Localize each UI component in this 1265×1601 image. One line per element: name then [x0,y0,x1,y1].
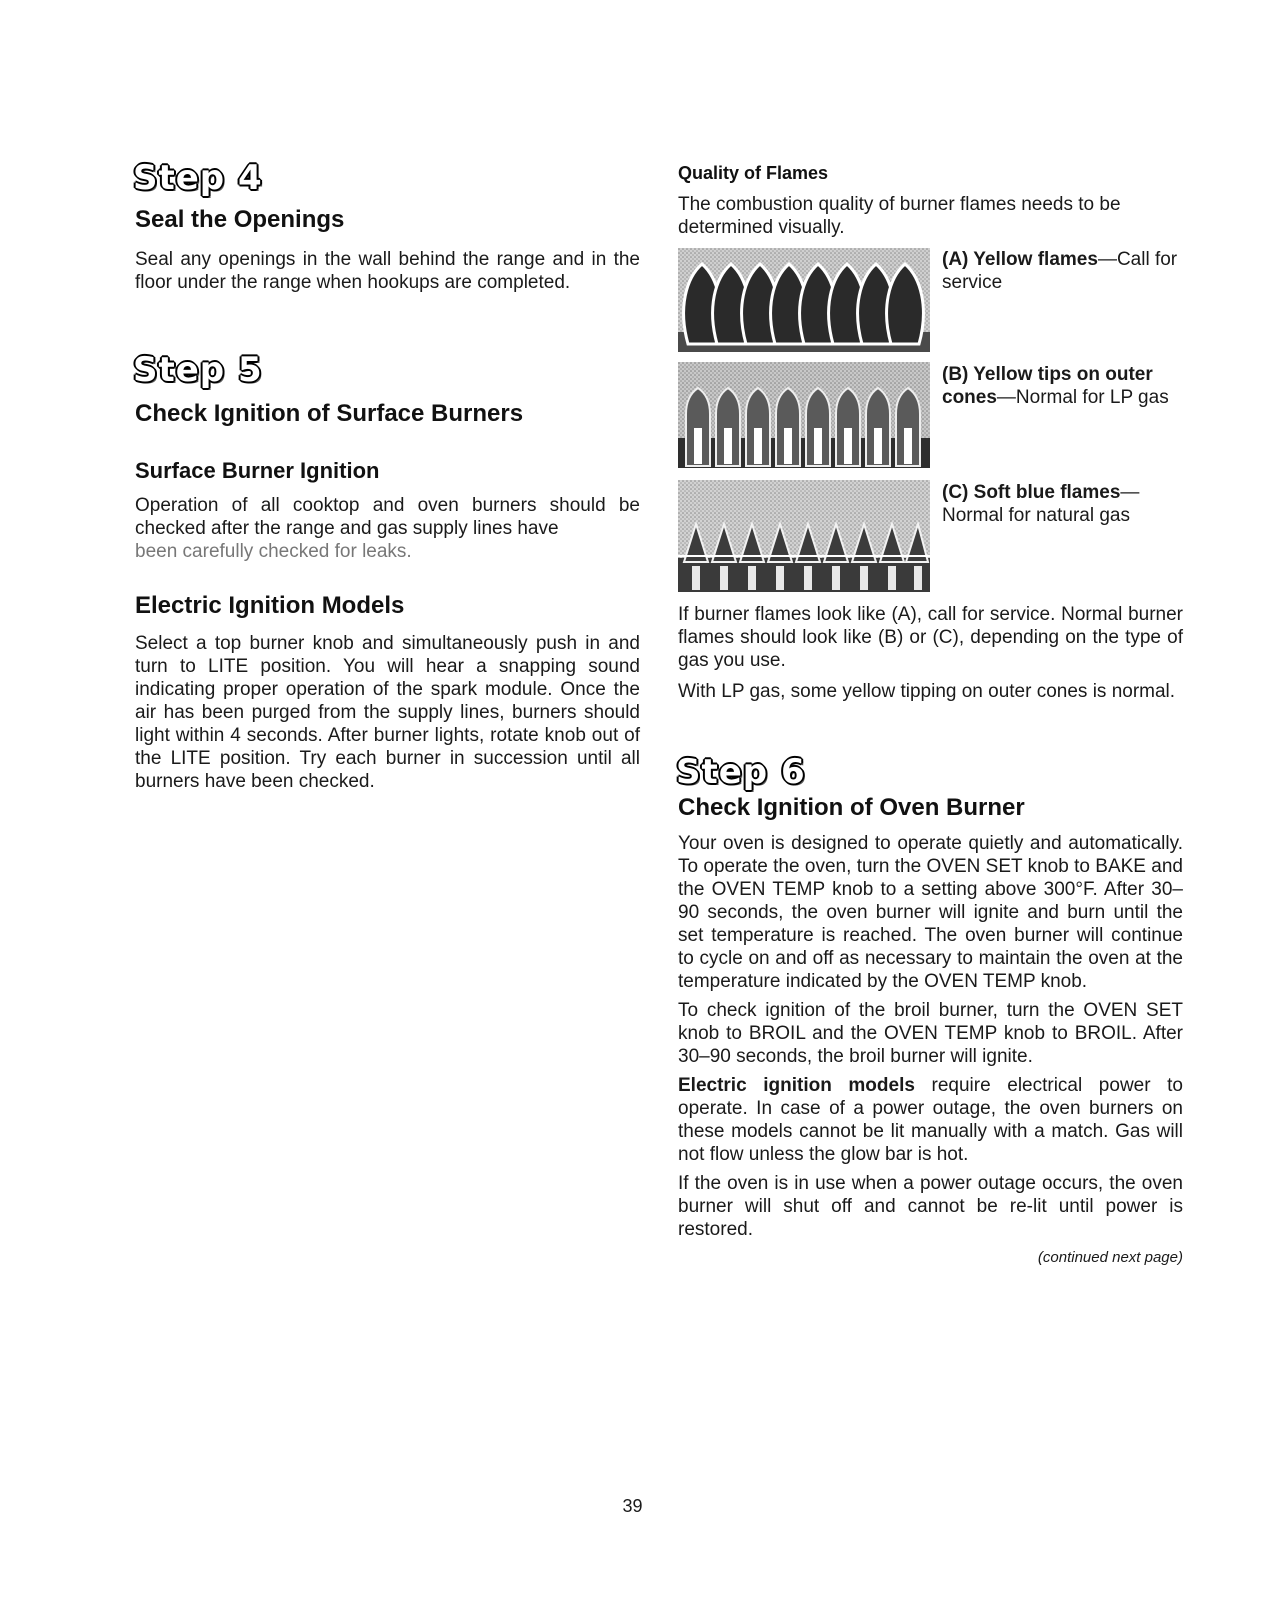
yellow-flames-image [678,248,930,352]
soft-blue-flames-image [678,480,930,592]
step6-paragraph-1: Your oven is designed to operate quietly and automatically. To operate the oven, turn the OVEN SET knob to BAKE and the OVEN TEMP knob to a setting above 300°F. After 30–90 seconds, the oven burner will ignite and burn until the set temperature is reached. The oven burner will continue to cycle on and off as necessary to maintain the oven at the temperature indicated by the OVEN TEMP knob. [678,833,1183,992]
quality-of-flames-body: The combustion quality of burner flames needs to be determined visually. [678,194,1121,238]
lp-gas-paragraph: With LP gas, some yellow tipping on outer cones is normal. [678,681,1176,702]
flame-label-a [942,248,1187,294]
step4-title: Step 4 [133,158,263,198]
step6-heading: Check Ignition of Oven Burner [678,794,1025,821]
flame-label-b [942,363,1187,409]
flame-label-b-rest: —Normal for LP gas [996,387,1169,408]
step6-paragraph-4: If the oven is in use when a power outage occurs, the oven burner will shut off and cannot be re-lit until power is restored. [678,1173,1183,1240]
surface-burner-ignition-text: Operation of all cooktop and oven burners should be checked after the range and gas supply lines have [135,495,640,539]
yellow-tips-flames-image [678,362,930,468]
continued-next-page: (continued next page) [1037,1249,1183,1266]
electric-ignition-heading: Electric Ignition Models [135,592,405,619]
surface-burner-ignition-heading: Surface Burner Ignition [135,458,380,483]
flame-label-c [942,481,1187,527]
step4-body: Seal any openings in the wall behind the range and in the floor under the range when hookups are completed. [135,249,640,293]
step4-heading: Seal the Openings [135,206,345,233]
step6-content [678,832,1183,1266]
electric-ignition-models-bold: Electric ignition models [678,1075,915,1096]
step5-heading: Check Ignition of Surface Burners [135,400,524,427]
page-number: 39 [622,1496,643,1516]
electric-ignition-body: Select a top burner knob and simultaneously push in and turn to LITE position. You will hear a snapping sound indicating proper operation of the spark module. Once the air has been purged from the supply lines, burners should light within 4 seconds. After burner lights, rotate knob out of the LITE position. Try each burner in succession until all burners have been checked. [135,633,640,792]
flame-normal-paragraph: If burner flames look like (A), call for service. Normal burner flames should look like (B) or (C), depending on the type of gas you use. [678,604,1183,671]
step6-paragraph-3 [678,1074,1183,1166]
surface-burner-ignition-faint-text: been carefully checked for leaks. [135,541,412,562]
flame-label-c-bold: (C) Soft blue flames [942,482,1121,503]
flame-label-a-bold: (A) Yellow flames [942,249,1098,270]
flame-label-a-rest: —Call for service [942,249,1178,293]
flame-label-b-bold: (B) Yellow tips on outer cones [942,364,1153,408]
quality-of-flames-heading: Quality of Flames [678,163,829,183]
step5-title: Step 5 [133,350,263,390]
step6-paragraph-3-rest: require electrical power to operate. In case of a power outage, the oven burners on these models cannot be lit manually with a match. Gas will not flow unless the glow bar is hot. [678,1075,1183,1165]
step6-paragraph-2: To check ignition of the broil burner, turn the OVEN SET knob to BROIL and the OVEN TEMP knob to BROIL. After 30–90 seconds, the broil burner will ignite. [678,1000,1183,1067]
flame-label-c-rest: —Normal for natural gas [942,482,1140,526]
surface-burner-ignition-body [135,494,640,563]
step6-title: Step 6 [676,752,806,792]
